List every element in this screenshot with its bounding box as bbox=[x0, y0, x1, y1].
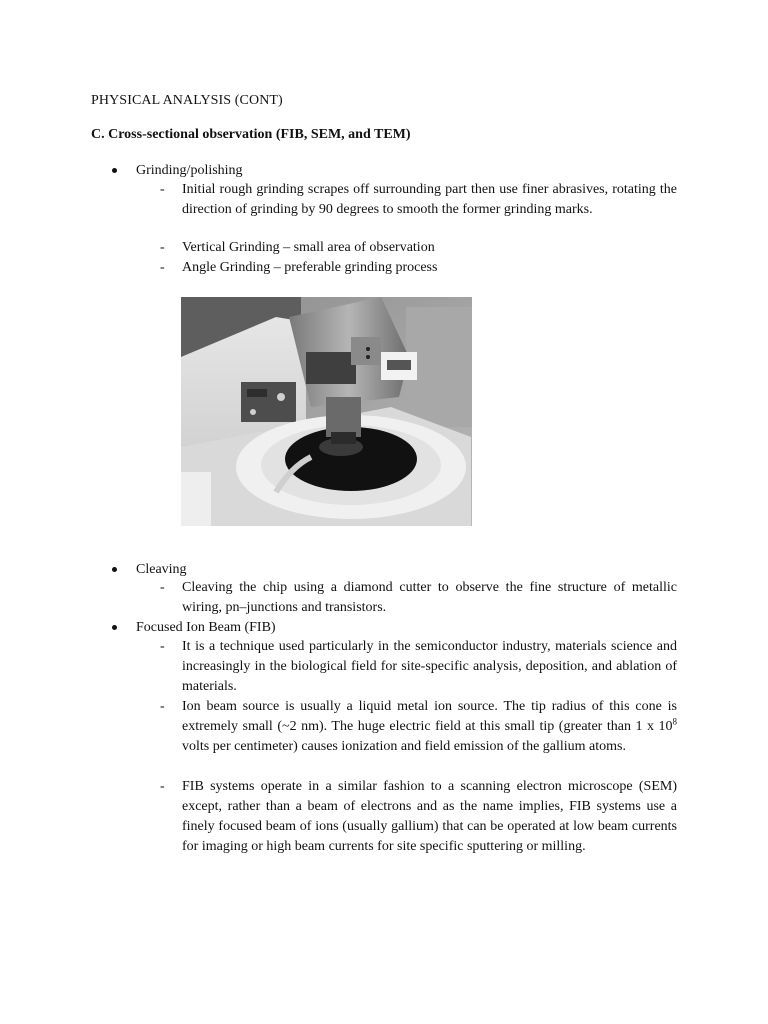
bullet-label: Grinding/polishing bbox=[136, 163, 243, 178]
list-item-text: Initial rough grinding scrapes off surrounding part then use finer abrasives, rotating the direction of grinding by 90 degrees to smooth the former grinding marks. bbox=[182, 182, 677, 217]
superscript-exponent: 8 bbox=[672, 716, 677, 727]
dash-mark: - bbox=[160, 639, 165, 654]
section-title: C. Cross-sectional observation (FIB, SEM, and TEM) bbox=[91, 127, 411, 142]
list-item-text: It is a technique used particularly in the semiconductor industry, materials science and increasingly in the biological field for site-specific analysis, deposition, and ablation of materials. bbox=[182, 639, 677, 694]
list-item-text: Angle Grinding – preferable grinding process bbox=[182, 260, 438, 275]
list-item-text: Cleaving the chip using a diamond cutter to observe the fine structure of metallic wiring, pn–junctions and transistors. bbox=[182, 580, 677, 615]
page-heading: PHYSICAL ANALYSIS (CONT) bbox=[91, 93, 283, 108]
grinding-machine-photo bbox=[181, 297, 472, 526]
list-item-text: FIB systems operate in a similar fashion to a scanning electron microscope (SEM) except, rather than a beam of electrons and as the name implies, FIB systems use a finely focused beam of ions (usually gallium) that can be operated at low beam currents for imaging or high beam currents for site specific sputtering or milling. bbox=[182, 779, 677, 854]
dash-mark: - bbox=[160, 240, 165, 255]
dash-mark: - bbox=[160, 699, 165, 714]
list-item-text-part: Ion beam source is usually a liquid metal ion source. The tip radius of this cone is extremely small (~2 nm). The huge electric field at this small tip (greater than 1 x 10 bbox=[182, 699, 677, 734]
list-item-text: Vertical Grinding – small area of observation bbox=[182, 240, 435, 255]
dash-mark: - bbox=[160, 779, 165, 794]
bullet-dot bbox=[112, 625, 117, 630]
dash-mark: - bbox=[160, 580, 165, 595]
list-item-text-part: volts per centimeter) causes ionization and field emission of the gallium atoms. bbox=[182, 739, 626, 754]
bullet-label: Cleaving bbox=[136, 562, 187, 577]
bullet-dot bbox=[112, 168, 117, 173]
dash-mark: - bbox=[160, 182, 165, 197]
bullet-label: Focused Ion Beam (FIB) bbox=[136, 620, 276, 635]
list-item-text bbox=[182, 697, 677, 757]
dash-mark: - bbox=[160, 260, 165, 275]
bullet-dot bbox=[112, 567, 117, 572]
grinding-machine-image bbox=[181, 297, 472, 526]
